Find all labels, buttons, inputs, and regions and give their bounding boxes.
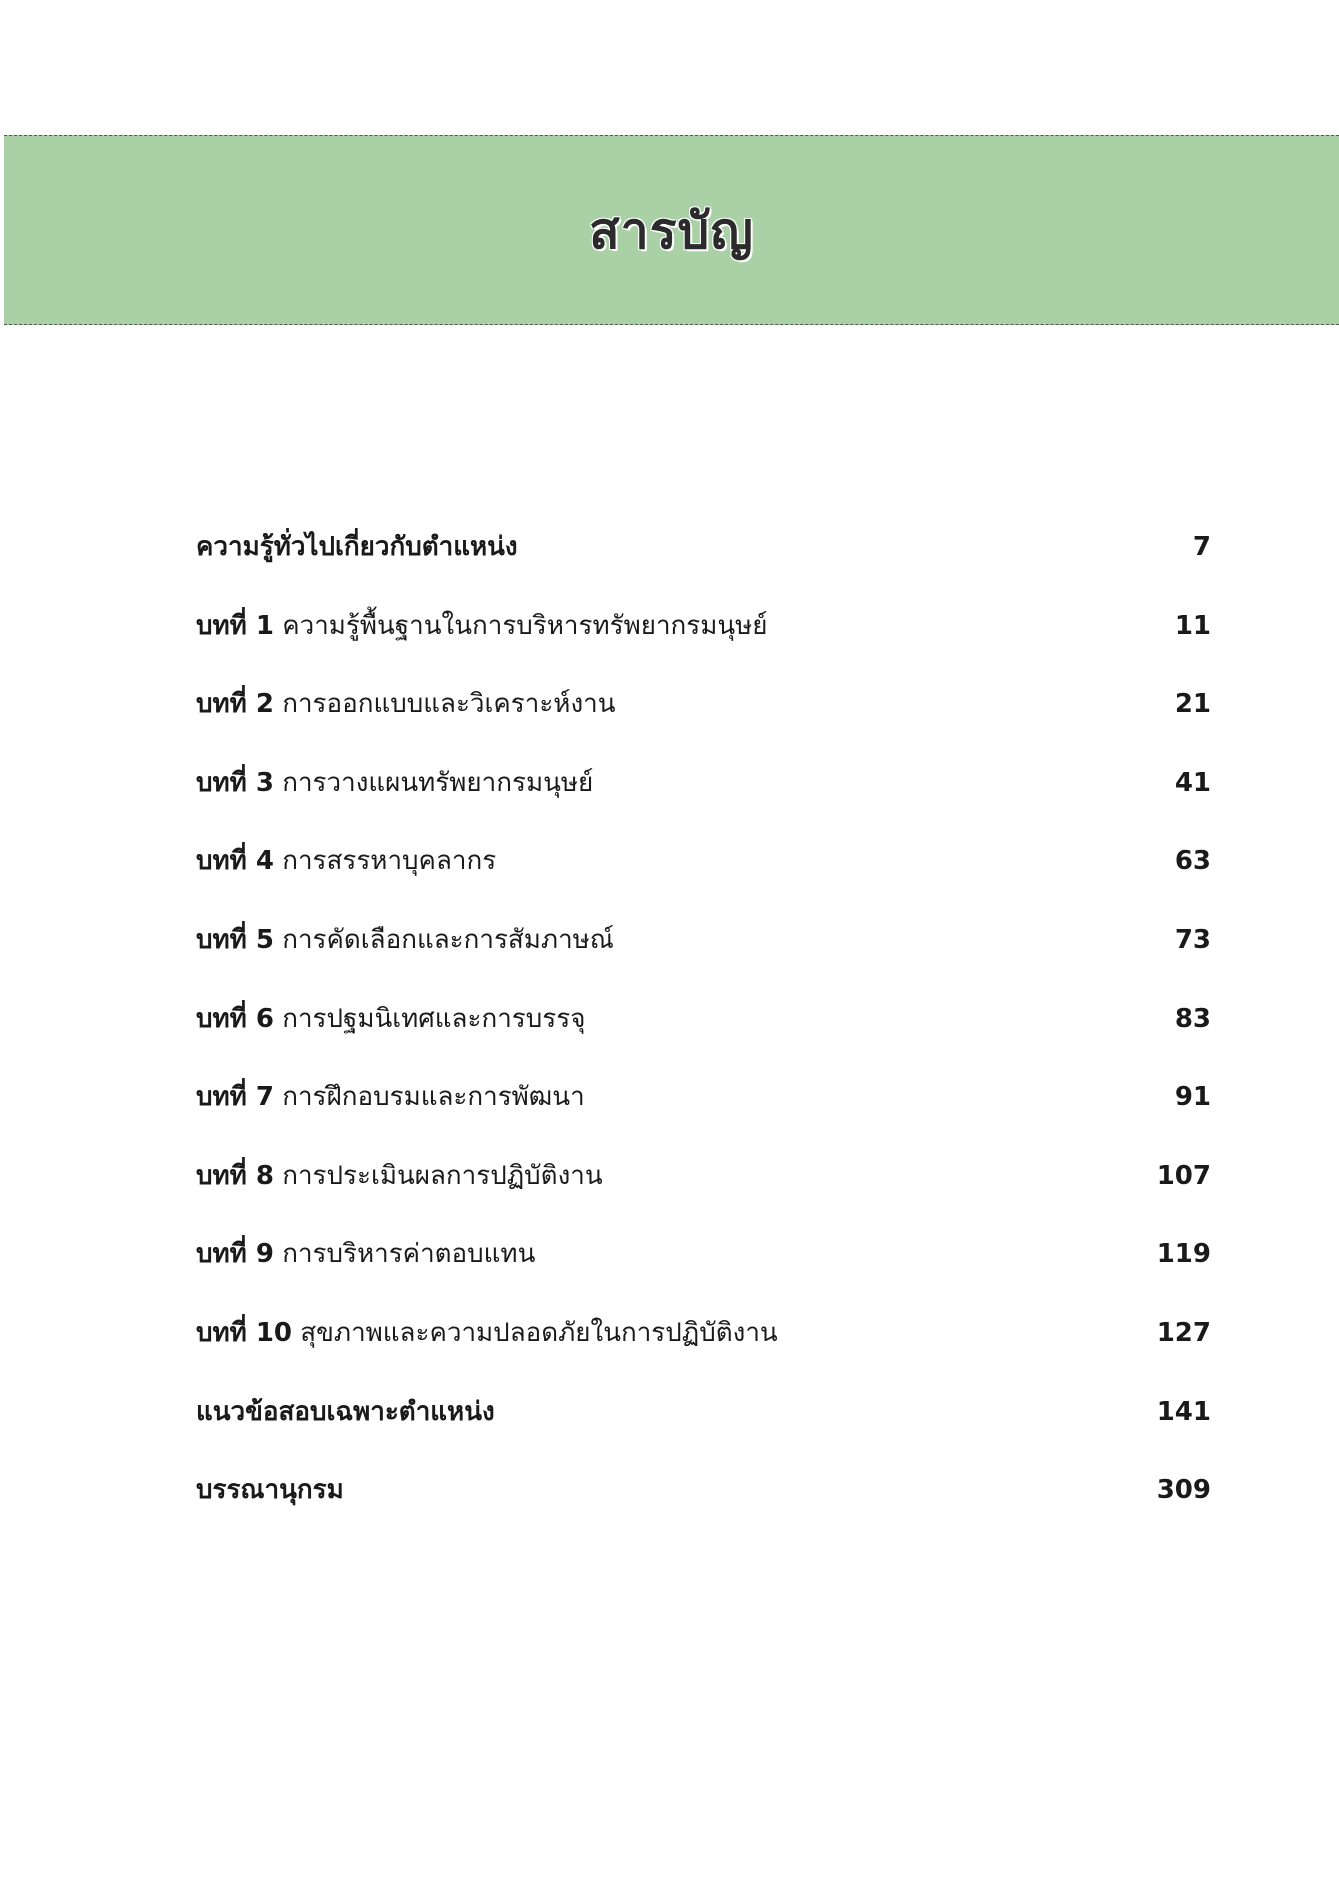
toc-entry-page-number: 63 — [1174, 846, 1211, 877]
toc-entry-text — [196, 1316, 778, 1350]
toc-entry-page-number: 41 — [1174, 767, 1211, 798]
toc-entry-title: สุขภาพและความปลอดภัยในการปฏิบัติงาน — [300, 1317, 778, 1348]
toc-entry[interactable] — [196, 1316, 1211, 1395]
toc-entry-text — [196, 844, 496, 878]
toc-entry-title: การสรรหาบุคลากร — [282, 846, 497, 877]
toc-entry-chapter-label: บทที่ 8 — [196, 1160, 274, 1191]
toc-entry-chapter-label: บทที่ 5 — [196, 924, 274, 955]
toc-entry-title: ความรู้พื้นฐานในการบริหารทรัพยากรมนุษย์ — [282, 610, 768, 641]
toc-entry-text — [196, 530, 518, 564]
toc-entry-text — [196, 687, 616, 721]
toc-entry-chapter-label: บทที่ 6 — [196, 1003, 274, 1034]
toc-entry-page-number: 119 — [1156, 1239, 1211, 1270]
title-banner — [4, 135, 1339, 325]
toc-entry[interactable] — [196, 766, 1211, 845]
toc-entry-text — [196, 923, 614, 957]
toc-entry-text — [196, 1159, 603, 1193]
toc-entry-title: การประเมินผลการปฏิบัติงาน — [282, 1160, 603, 1191]
toc-entry-page-number: 21 — [1174, 689, 1211, 720]
toc-entry-page-number: 11 — [1174, 610, 1211, 641]
toc-entry[interactable] — [196, 1395, 1211, 1474]
toc-entry-page-number: 83 — [1174, 1003, 1211, 1034]
toc-entry-text — [196, 1002, 585, 1036]
toc-entry-title: บรรณานุกรม — [196, 1475, 344, 1506]
toc-entry-chapter-label: บทที่ 2 — [196, 689, 274, 720]
page-title: สารบัญ — [589, 201, 754, 260]
toc-entry-page-number: 127 — [1156, 1317, 1211, 1348]
toc-entry-text — [196, 1395, 495, 1429]
toc-entry-page-number: 107 — [1156, 1160, 1211, 1191]
toc-entry-page-number: 73 — [1174, 924, 1211, 955]
toc-entry-chapter-label: บทที่ 10 — [196, 1317, 293, 1348]
toc-entry-chapter-label: บทที่ 1 — [196, 610, 274, 641]
toc-entry-title: การคัดเลือกและการสัมภาษณ์ — [282, 924, 614, 955]
toc-entry-page-number: 141 — [1156, 1396, 1211, 1427]
toc-entry-text — [196, 1080, 585, 1114]
toc-entry[interactable] — [196, 1002, 1211, 1081]
toc-entry-title: ความรู้ทั่วไปเกี่ยวกับตำแหน่ง — [196, 532, 518, 562]
toc-entry[interactable] — [196, 530, 1211, 609]
toc-entry-text — [196, 1473, 344, 1507]
toc-entry-page-number: 309 — [1156, 1475, 1211, 1506]
toc-entry[interactable] — [196, 687, 1211, 766]
toc-entry-title: การปฐมนิเทศและการบรรจุ — [282, 1003, 586, 1034]
toc-entry[interactable] — [196, 1473, 1211, 1552]
toc-entry[interactable] — [196, 1159, 1211, 1238]
table-of-contents — [196, 530, 1211, 1552]
toc-entry[interactable] — [196, 609, 1211, 688]
toc-entry-page-number: 91 — [1174, 1082, 1211, 1113]
toc-entry[interactable] — [196, 1237, 1211, 1316]
toc-entry[interactable] — [196, 1080, 1211, 1159]
toc-entry-chapter-label: บทที่ 4 — [196, 846, 274, 877]
toc-entry-chapter-label: บทที่ 7 — [196, 1082, 274, 1113]
toc-entry-title: การวางแผนทรัพยากรมนุษย์ — [282, 767, 594, 798]
toc-entry-title: การบริหารค่าตอบแทน — [282, 1239, 536, 1270]
toc-entry[interactable] — [196, 923, 1211, 1002]
toc-entry-text — [196, 1237, 535, 1271]
toc-entry-title: แนวข้อสอบเฉพาะตำแหน่ง — [196, 1396, 495, 1427]
toc-entry-title: การออกแบบและวิเคราะห์งาน — [282, 689, 616, 720]
toc-entry-text — [196, 609, 768, 643]
toc-entry[interactable] — [196, 844, 1211, 923]
toc-entry-chapter-label: บทที่ 9 — [196, 1239, 274, 1270]
toc-entry-page-number: 7 — [1192, 532, 1211, 562]
toc-entry-title: การฝึกอบรมและการพัฒนา — [282, 1082, 585, 1113]
toc-entry-chapter-label: บทที่ 3 — [196, 767, 274, 798]
toc-entry-text — [196, 766, 593, 800]
